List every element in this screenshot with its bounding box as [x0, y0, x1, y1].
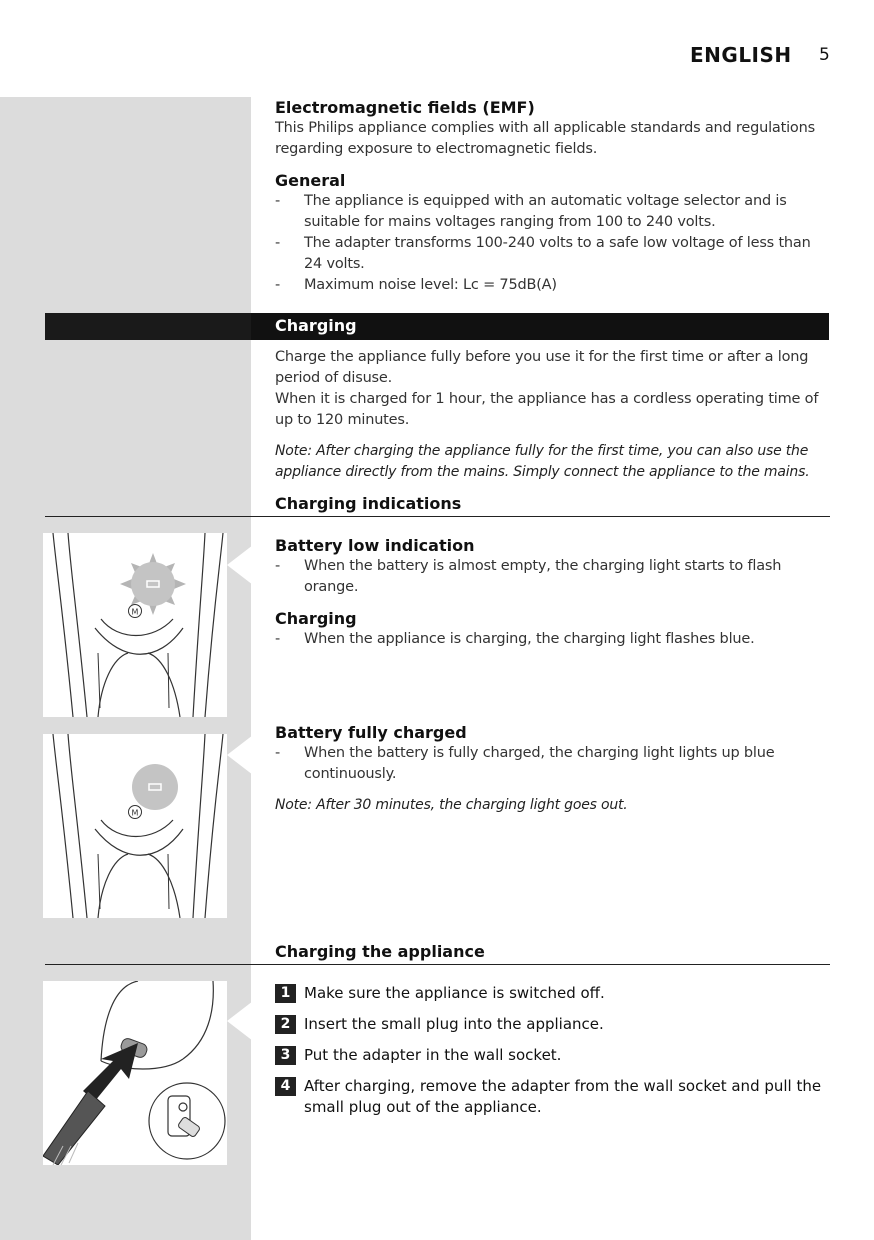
battery-low-heading: Battery low indication — [275, 536, 475, 555]
general-item-text: The adapter transforms 100-240 volts to a safe low voltage of less than 24 volts. — [304, 235, 811, 272]
general-heading: General — [275, 171, 346, 190]
battery-full-item-text: When the battery is fully charged, the charging light lights up blue continuously. — [304, 745, 775, 782]
battery-full-heading: Battery fully charged — [275, 723, 467, 742]
step-number: 1 — [275, 984, 296, 1003]
language-header: ENGLISH — [690, 43, 792, 67]
charging-item — [275, 629, 831, 650]
step-text: Put the adapter in the wall socket. — [304, 1046, 562, 1064]
step-text: Insert the small plug into the appliance. — [304, 1015, 604, 1033]
general-item-text: The appliance is equipped with an automatic voltage selector and is suitable for mains voltages ranging from 100 to 240 volts. — [304, 193, 787, 230]
charging-note: Note: After charging the appliance fully for the first time, you can also use the appliance directly from the mains. Simply connect the appliance to the mains. — [275, 443, 810, 480]
charging-bar-left — [45, 313, 251, 340]
charging-intro — [275, 347, 831, 483]
general-item — [275, 275, 831, 296]
list-dash: - — [275, 745, 281, 761]
list-dash: - — [275, 277, 281, 293]
emf-heading: Electromagnetic fields (EMF) — [275, 98, 535, 117]
step-item — [275, 983, 831, 1004]
emf-text: This Philips appliance complies with all applicable standards and regulations regarding exposure to electromagnetic fields. — [275, 120, 815, 157]
step-text: Make sure the appliance is switched off. — [304, 984, 605, 1002]
emf-section — [275, 97, 831, 160]
step-number: 2 — [275, 1015, 296, 1034]
battery-full-section — [275, 722, 831, 816]
battery-full-item — [275, 743, 831, 785]
battery-full-illustration — [43, 734, 227, 918]
charging-para-1: Charge the appliance fully before you use it for the first time or after a long period of disuse. — [275, 349, 809, 386]
shaver-handle-lit-icon — [43, 734, 227, 918]
charging-item-text: When the appliance is charging, the charging light flashes blue. — [304, 631, 755, 647]
charging-section-title: Charging — [275, 316, 357, 335]
pointer-arrow-icon — [227, 545, 253, 585]
general-item — [275, 233, 831, 275]
step-item — [275, 1045, 831, 1066]
pointer-arrow-icon — [227, 735, 253, 775]
step-text: After charging, remove the adapter from the wall socket and pull the small plug out of the appliance. — [304, 1077, 822, 1116]
charging-indications-heading-wrap — [275, 493, 831, 514]
step-item — [275, 1076, 831, 1118]
general-section — [275, 170, 831, 296]
step-item — [275, 1014, 831, 1035]
step-number: 4 — [275, 1077, 296, 1096]
general-item-text: Maximum noise level: Lc = 75dB(A) — [304, 277, 557, 293]
step-number: 3 — [275, 1046, 296, 1065]
shaver-handle-flashing-icon — [43, 533, 227, 717]
mode-button-label: M — [131, 607, 139, 617]
charging-appliance-heading-wrap — [275, 941, 831, 962]
list-dash: - — [275, 558, 281, 574]
charging-steps-list — [275, 983, 831, 1128]
pointer-arrow-icon — [227, 1001, 253, 1041]
general-item — [275, 191, 831, 233]
plug-insert-icon — [43, 981, 227, 1165]
section-rule — [45, 516, 830, 517]
plug-insertion-illustration — [43, 981, 227, 1165]
mode-button-label: M — [131, 808, 139, 818]
battery-low-item — [275, 556, 831, 598]
list-dash: - — [275, 631, 281, 647]
list-dash: - — [275, 235, 281, 251]
charging-sub-heading: Charging — [275, 609, 357, 628]
list-dash: - — [275, 193, 281, 209]
section-rule — [45, 964, 830, 965]
battery-low-illustration — [43, 533, 227, 717]
charging-para-2: When it is charged for 1 hour, the appliance has a cordless operating time of up to 120 minutes. — [275, 391, 819, 428]
charging-indications-heading: Charging indications — [275, 494, 462, 513]
battery-low-item-text: When the battery is almost empty, the charging light starts to flash orange. — [304, 558, 782, 595]
battery-low-section — [275, 535, 831, 650]
battery-full-note: Note: After 30 minutes, the charging light goes out. — [275, 797, 628, 813]
page-number: 5 — [819, 45, 830, 65]
charging-appliance-heading: Charging the appliance — [275, 942, 485, 961]
